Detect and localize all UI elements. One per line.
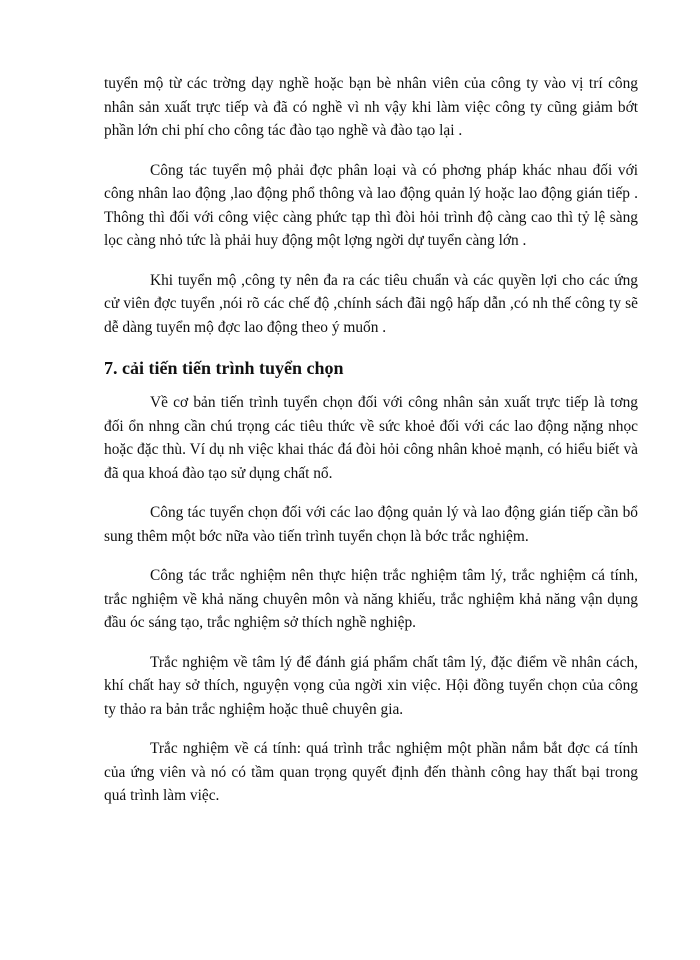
paragraph-recruitment-standards: Khi tuyển mộ ,công ty nên đa ra các tiêu chuẩn và các quyền lợi cho các ứng cử viên đợc tuyển ,nói rõ các chế độ ,chính sách đãi ngộ hấp dẫn ,có nh thế công ty sẽ dễ dàng tuyển mộ đợc lao động theo ý muốn . — [104, 271, 638, 336]
paragraph-psychology-test: Trắc nghiệm về tâm lý để đánh giá phẩm chất tâm lý, đặc điểm về nhân cách, khí chất hay sở thích, nguyện vọng của ngời xin việc. Hội đồng tuyển chọn của công ty thảo ra bản trắc nghiệm hoặc thuê chuyên gia. — [104, 653, 638, 718]
paragraph-selection-process: Về cơ bản tiến trình tuyển chọn đối với công nhân sản xuất trực tiếp là tơng đối ổn nhng cần chú trọng các tiêu thức về sức khoẻ đối với các lao động nặng nhọc hoặc đặc thù. Ví dụ nh việc khai thác đá đòi hỏi công nhân khoẻ mạnh, có hiểu biết và đã qua khoá đào tạo sử dụng chất nổ. — [104, 394, 638, 482]
paragraph-personality-test: Trắc nghiệm về cá tính: quá trình trắc nghiệm một phần nắm bắt đợc cá tính của ứng viên và nó có tầm quan trọng quyết định đến thành công hay thất bại trong quá trình làm việc. — [104, 740, 638, 804]
paragraph-continuation: tuyển mộ từ các trờng dạy nghề hoặc bạn bè nhân viên của công ty vào vị trí công nhân sản xuất trực tiếp và đã có nghề vì nh vậy khi làm việc công ty cũng giảm bớt phần lớn chi phí cho công tác đào tạo nghề và đào tạo lại . — [104, 75, 638, 139]
paragraph-test-types: Công tác trắc nghiệm nên thực hiện trắc nghiệm tâm lý, trắc nghiệm cá tính, trắc nghiệm về khả năng chuyên môn và năng khiếu, trắc nghiệm khả năng vận dụng đầu óc sáng tạo, trắc nghiệm sở thích nghề nghiệp. — [104, 567, 638, 631]
paragraph-management-selection: Công tác tuyển chọn đối với các lao động quản lý và lao động gián tiếp cần bổ sung thêm một bớc nữa vào tiến trình tuyển chọn là bớc trắc nghiệm. — [104, 504, 638, 545]
section-heading: 7. cải tiến tiến trình tuyển chọn — [104, 358, 344, 378]
paragraph-recruitment-classification: Công tác tuyển mộ phải đợc phân loại và có phơng pháp khác nhau đối với công nhân lao động ,lao động phổ thông và lao động quản lý hoặc lao động gián tiếp . Thông thì đối với công việc càng phức tạp thì đòi hỏi trình độ càng cao thì tỷ lệ sàng lọc càng nhỏ tức là phải huy động một lợng ngời dự tuyển càng lớn . — [104, 161, 638, 249]
